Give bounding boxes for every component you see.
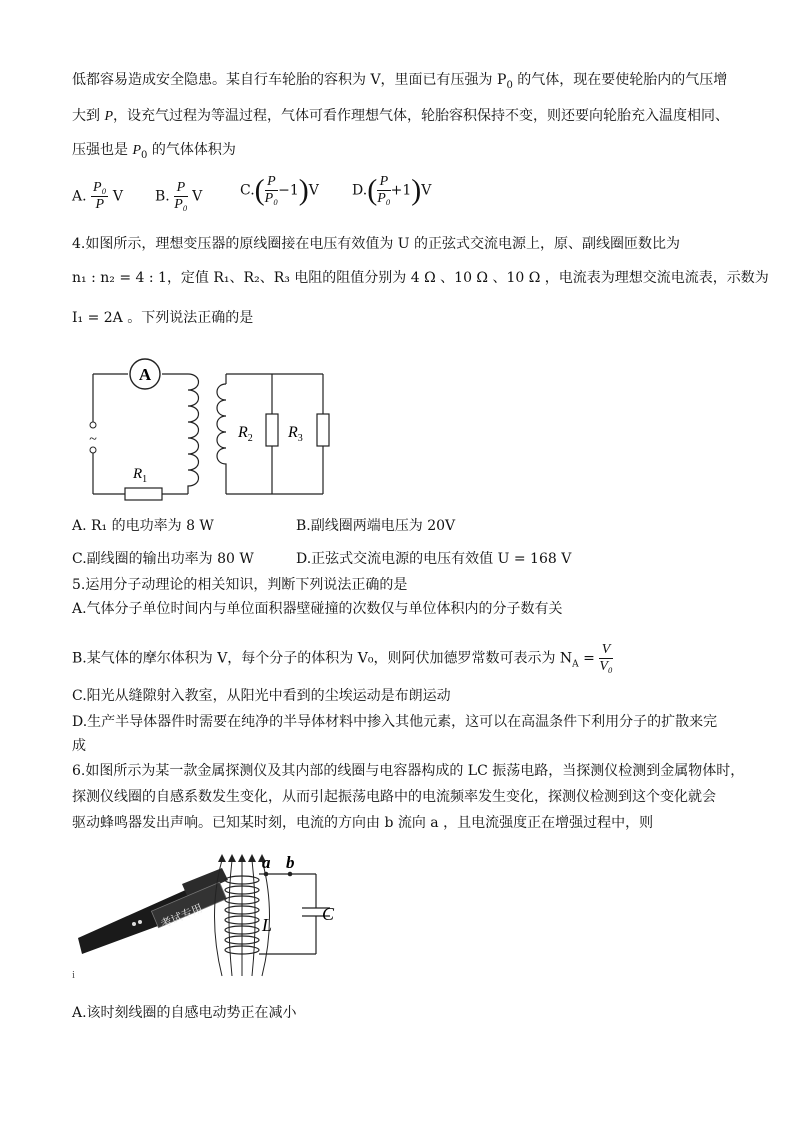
inductor-label: L — [262, 915, 273, 935]
q3-line-1: 低都容易造成安全隐患。某自行车轮胎的容积为 V，里面已有压强为 $P_0$ 的气体，现在要使轮胎内的气压增 — [72, 72, 728, 91]
ammeter-label: A — [138, 365, 152, 384]
point-b-label: b — [286, 853, 295, 872]
q5-option-b: B.某气体的摩尔体积为 V，每个分子的体积为 V₀，则阿伏加德罗常数可表示为 $N_A$ = $\frac{V}{\text{V₀}}$ — [72, 642, 613, 674]
r1-label: $R_1$ — [133, 466, 148, 485]
resistor-r1 — [125, 488, 162, 500]
q4-stem-line-3: I₁ = 2A 。下列说法正确的是 — [72, 310, 254, 326]
q3-option-b: B. $\frac{P}{\text{P₀}}$ V — [155, 180, 203, 212]
q5-stem: 5.运用分子动理论的相关知识，判断下列说法正确的是 — [72, 577, 408, 593]
q6-stem-line-2: 探测仪线圈的自感系数发生变化，从而引起振荡电路中的电流频率发生变化，探测仪检测到这个变化就会 — [72, 789, 716, 805]
q4-option-a: A. R₁ 的电功率为 8 W — [72, 518, 214, 534]
q3-option-d: D.( $\frac{P}{\text{P₀}}$ +1)V — [352, 173, 432, 207]
q3-line-2: 大到 P，设充气过程为等温过程，气体可看作理想气体，轮胎容积保持不变，则还要向轮胎充入温度相同、 — [72, 108, 730, 124]
q3-option-c: C.( $\frac{P}{\text{P₀}}$ −1)V — [240, 173, 319, 207]
r2-label: $R_2$ — [238, 424, 253, 444]
q4-transformer-circuit — [80, 350, 340, 505]
q5-option-d-line-1: D.生产半导体器件时需要在纯净的半导体材料中掺入其他元素，这可以在高温条件下利用分子的扩散来完 — [72, 714, 718, 730]
q5-option-c: C.阳光从缝隙射入教室，从阳光中看到的尘埃运动是布朗运动 — [72, 688, 451, 704]
device-label: 考试专用 — [159, 902, 205, 931]
q4-stem-line-2: n₁ : n₂ = 4 : 1，定值 R₁、R₂、R₃ 电阻的阻值分别为 4 Ω 、10 Ω 、10 Ω ，电流表为理想交流电流表，示数为 — [72, 270, 769, 286]
q6-stem-line-3: 驱动蜂鸣器发出声响。已知某时刻，电流的方向由 b 流向 a ，且电流强度正在增强过程中，则 — [72, 815, 654, 831]
q4-option-d: D.正弦式交流电源的电压有效值 U = 168 V — [296, 551, 572, 567]
q3-line-3: 压强也是 $P_0$ 的气体体积为 — [72, 142, 236, 161]
q4-option-b: B.副线圈两端电压为 20V — [296, 518, 456, 534]
resistor-r3 — [317, 414, 329, 446]
q4-option-c: C.副线圈的输出功率为 80 W — [72, 551, 254, 567]
q5-option-a: A.气体分子单位时间内与单位面积器壁碰撞的次数仅与单位体积内的分子数有关 — [72, 601, 563, 617]
r3-label: $R_3$ — [288, 424, 303, 444]
q5-option-d-line-2: 成 — [72, 738, 86, 754]
q6-option-a: A.该时刻线圈的自感电动势正在减小 — [72, 1005, 297, 1021]
q3-option-a: A. $\frac{\text{P₀}}{P}$ V — [72, 180, 124, 212]
resistor-r2 — [266, 414, 278, 446]
q6-stem-line-1: 6.如图所示为某一款金属探测仪及其内部的线圈与电容器构成的 LC 振荡电路，当探测仪检测到金属物体时， — [72, 763, 745, 779]
stray-mark: i — [72, 969, 76, 981]
q4-stem-line-1: 4.如图所示，理想变压器的原线圈接在电压有效值为 U 的正弦式交流电源上，原、副线圈匝数比为 — [72, 236, 681, 252]
point-a-label: a — [262, 853, 271, 872]
q6-metal-detector-figure — [72, 846, 362, 986]
capacitor-label: C — [322, 904, 335, 924]
ac-source-symbol: ~ — [89, 432, 97, 447]
